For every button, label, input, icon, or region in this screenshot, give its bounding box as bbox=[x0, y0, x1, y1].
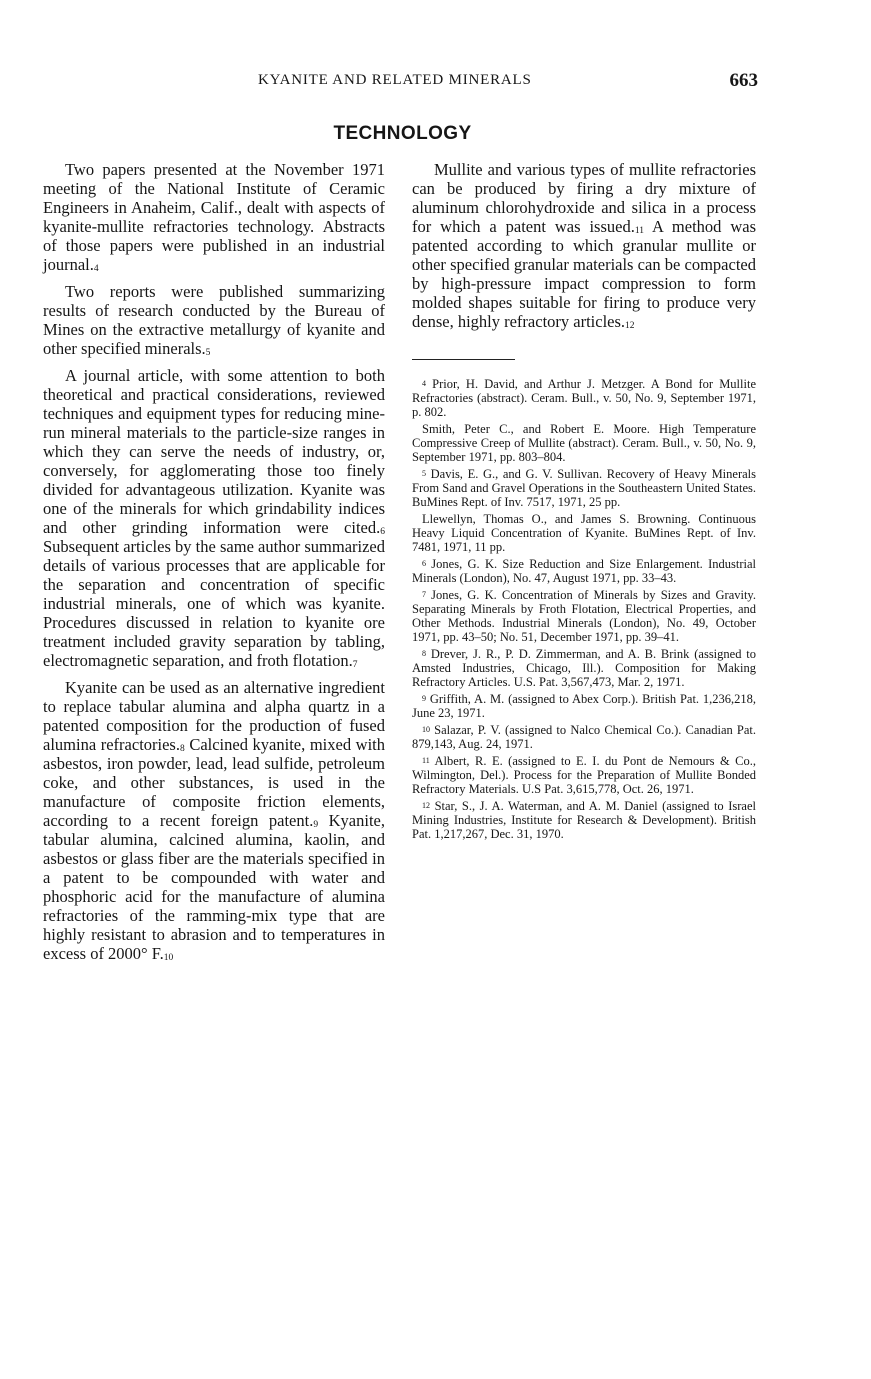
footnote-4: $^4$ Prior, H. David, and Arthur J. Metzger. A Bond for Mullite Refractories (abstract). Ceram. Bull., v. 50, No. 9, September 1971, p. 802. bbox=[412, 377, 756, 419]
right-column bbox=[412, 160, 756, 844]
paragraph-2: Two reports were published summarizing results of research conducted by the Bureau of Mines on the extractive metallurgy of kyanite and other specified minerals.$^5$ bbox=[43, 282, 385, 358]
footnote-12: $^{12}$ Star, S., J. A. Waterman, and A. M. Daniel (assigned to Israel Mining Industries, Institute for Research & Development). British Pat. 1,217,267, Dec. 31, 1970. bbox=[412, 799, 757, 841]
footnote-7: $^7$ Jones, G. K. Concentration of Minerals by Sizes and Gravity. Separating Minerals by Froth Flotation, Electrical Properties, and Other Methods. Industrial Minerals (London), No. 49, October 1971, pp. 43–50; No. 51, December 1971, pp. 39–41. bbox=[412, 588, 757, 644]
footnote-5b: Llewellyn, Thomas O., and James S. Browning. Continuous Heavy Liquid Concentration of Kyanite. BuMines Rept. of Inv. 7481, 1971, 11 pp. bbox=[412, 512, 756, 554]
page-number: 663 bbox=[729, 70, 758, 91]
footnote-4b: Smith, Peter C., and Robert E. Moore. High Temperature Compressive Creep of Mullite (abstract). Ceram. Bull., v. 50, No. 9, September 1971, pp. 803–804. bbox=[412, 422, 756, 464]
footnote-11: $^{11}$ Albert, R. E. (assigned to E. I. du Pont de Nemours & Co., Wilmington, Del.). Process for the Preparation of Mullite Bonded Refractory Materials. U.S Pat. 3,615,778, Oct. 26, 1971. bbox=[412, 754, 756, 796]
footnote-10: $^{10}$ Salazar, P. V. (assigned to Nalco Chemical Co.). Canadian Pat. 879,143, Aug. 24, 1971. bbox=[412, 723, 756, 751]
paragraph-4: Kyanite can be used as an alternative ingredient to replace tabular alumina and alpha quartz in a patented composition for the production of fused alumina refractories.$^8$ Calcined kyanite, mixed with asbestos, iron powder, lead, lead sulfide, petroleum coke, and other substances, is used in the manufacture of composite friction elements, according to a recent foreign patent.$^9$ Kyanite, tabular alumina, calcined alumina, kaolin, and asbestos or glass fiber are the materials specified in a patent to be compounded with water and phosphoric acid for the manufacture of alumina refractories of the ramming-mix type that are highly resistant to abrasion and to temperatures in excess of 2000° F.$^{10}$ bbox=[43, 678, 385, 963]
section-heading: TECHNOLOGY bbox=[333, 123, 472, 144]
left-column bbox=[43, 160, 385, 971]
paragraph-3: A journal article, with some attention to both theoretical and practical considerations, reviewed techniques and equipment types for reducing mine-run mineral materials to the particle-size ranges in which they can serve the needs of industry, or, conversely, for agglomerating those too finely divided for advantageous utilization. Kyanite was one of the minerals for which grindability indices and other grinding information were cited.$^6$ Subsequent articles by the same author summarized details of various processes that are applicable for the separation and concentration of specific industrial minerals, one of which was kyanite. Procedures discussed in relation to kyanite ore treatment included gravity separation by tabling, electromagnetic separation, and froth flotation.$^7$ bbox=[43, 366, 385, 670]
footnote-divider bbox=[412, 359, 515, 360]
running-title: KYANITE AND RELATED MINERALS bbox=[258, 72, 532, 88]
footnote-6: $^6$ Jones, G. K. Size Reduction and Size Enlargement. Industrial Minerals (London), No. 47, August 1971, pp. 33–43. bbox=[412, 557, 757, 585]
footnote-9: $^9$ Griffith, A. M. (assigned to Abex Corp.). British Pat. 1,236,218, June 23, 1971. bbox=[412, 692, 756, 720]
footnote-8: $^8$ Drever, J. R., P. D. Zimmerman, and A. B. Brink (assigned to Amsted Industries, Chicago, Ill.). Composition for Making Refractory Articles. U.S. Pat. 3,567,473, Mar. 2, 1971. bbox=[412, 647, 757, 689]
footnote-5: $^5$ Davis, E. G., and G. V. Sullivan. Recovery of Heavy Minerals From Sand and Gravel Operations in the Southeastern United States. BuMines Rept. of Inv. 7517, 1971, 25 pp. bbox=[412, 467, 757, 509]
paragraph-5: Mullite and various types of mullite refractories can be produced by firing a dry mixture of aluminum chlorohydroxide and silica in a process for which a patent was issued.$^{11}$ A method was patented according to which granular mullite or other specified granular materials can be compacted by high-pressure impact compression to form molded shapes suitable for firing to produce very dense, highly refractory articles.$^{12}$ bbox=[412, 160, 756, 331]
paragraph-1: Two papers presented at the November 1971 meeting of the National Institute of Ceramic Engineers in Anaheim, Calif., dealt with aspects of kyanite-mullite refractories technology. Abstracts of those papers were published in an industrial journal.$^4$ bbox=[43, 160, 385, 274]
footnotes bbox=[412, 377, 756, 841]
